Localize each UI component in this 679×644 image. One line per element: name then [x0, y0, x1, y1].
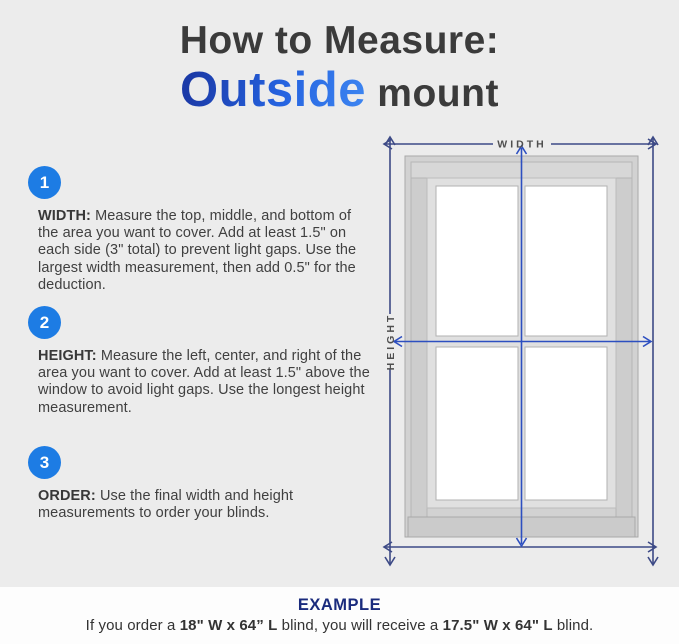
step-2-label: HEIGHT:	[38, 348, 97, 364]
page-title	[0, 20, 679, 118]
example-heading: EXAMPLE	[297, 596, 382, 614]
step-1-number-badge: 1	[28, 166, 61, 199]
window-pane-top-left	[436, 186, 518, 336]
step-2-body: Measure the left, center, and right of the area you want to cover. Add at least 1.5" above the window to avoid light gaps. Use the longest height measurement.	[38, 348, 370, 416]
window-pane-bottom-left	[436, 347, 518, 500]
title-accent-word: Outside	[180, 62, 366, 117]
title-line1: How to Measure:	[179, 19, 500, 62]
window-right-jamb	[616, 178, 632, 517]
step-3-number-badge: 3	[28, 446, 61, 479]
width-dimension-label: WIDTH	[497, 138, 547, 151]
window-pane-bottom-right	[525, 347, 607, 500]
title-line2	[0, 64, 679, 118]
step-3-label: ORDER:	[38, 488, 96, 504]
step-2-text	[38, 348, 370, 417]
step-width	[28, 166, 373, 294]
step-1-label: WIDTH:	[38, 208, 91, 224]
step-3-body: Use the final width and height measurements to order your blinds.	[38, 488, 294, 522]
step-3-text	[38, 488, 370, 522]
example-sentence: If you order a 18" W x 64” L blind, you will receive a 17.5" W x 64" L blind.	[85, 617, 594, 634]
step-1-body: Measure the top, middle, and bottom of the area you want to cover. Add at least 1.5" on each side (3" total) to prevent light gaps. Use the largest width measurement, then add 0.5" for the deduction.	[38, 208, 357, 293]
window-pane-top-right	[525, 186, 607, 336]
step-order	[28, 446, 373, 522]
step-1-text	[38, 208, 370, 294]
title-suffix-word: mount	[365, 71, 499, 115]
window-left-jamb	[411, 178, 427, 517]
example-footer	[0, 587, 679, 644]
height-dimension-label: HEIGHT	[385, 312, 397, 371]
step-2-number-badge: 2	[28, 306, 61, 339]
step-height	[28, 306, 373, 417]
window-measure-diagram	[375, 128, 670, 575]
